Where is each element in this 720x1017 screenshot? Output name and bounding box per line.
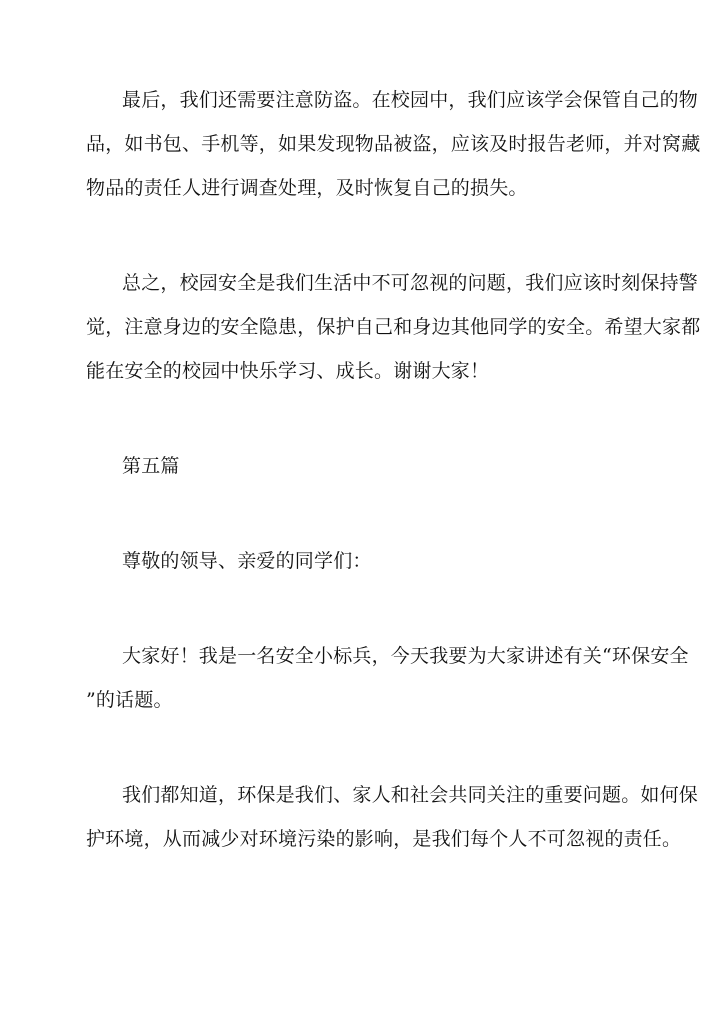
paragraph-1-line-1: 最后，我们还需要注意防盗。在校园中，我们应该学会保管自己的物 — [122, 89, 699, 111]
section-heading: 第五篇 — [122, 455, 180, 477]
paragraph-3-line-1: 大家好！我是一名安全小标兵，今天我要为大家讲述有关“环保安全 — [122, 645, 689, 667]
paragraph-2-line-3: 能在安全的校园中快乐学习、成长。谢谢大家！ — [86, 360, 490, 382]
paragraph-4-line-1: 我们都知道，环保是我们、家人和社会共同关注的重要问题。如何保 — [122, 784, 699, 806]
paragraph-3-line-2: ”的话题。 — [86, 689, 173, 711]
paragraph-2-line-1: 总之，校园安全是我们生活中不可忽视的问题，我们应该时刻保持警 — [122, 272, 699, 294]
salutation: 尊敬的领导、亲爱的同学们： — [122, 550, 372, 572]
paragraph-1-line-2: 品，如书包、手机等，如果发现物品被盗，应该及时报告老师，并对窝藏 — [86, 133, 701, 155]
paragraph-4-line-2: 护环境，从而减少对环境污染的影响，是我们每个人不可忽视的责任。 — [86, 828, 682, 850]
paragraph-2-line-2: 觉，注意身边的安全隐患，保护自己和身边其他同学的安全。希望大家都 — [86, 316, 701, 338]
paragraph-1-line-3: 物品的责任人进行调查处理，及时恢复自己的损失。 — [86, 177, 528, 199]
